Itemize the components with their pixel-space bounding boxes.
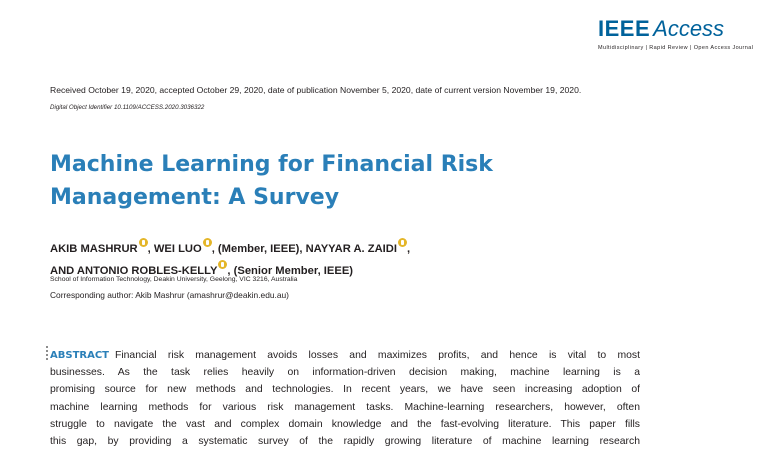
- abstract-line: [50, 347, 640, 364]
- abstract-line-text: Financial risk management avoids losses and maximizes profits, and hence is vital to most: [114, 350, 640, 361]
- journal-logo: [598, 16, 754, 51]
- publication-dates: Received October 19, 2020, accepted October 29, 2020, date of publication November 5, 2020, date of current version November 19, 2020.: [50, 85, 582, 95]
- doi-line: Digital Object Identifier 10.1109/ACCESS.2020.3036322: [50, 104, 205, 111]
- orcid-icon[interactable]: [398, 238, 407, 247]
- corresponding-author: Corresponding author: Akib Mashrur (amashrur@deakin.edu.au): [50, 290, 289, 300]
- orcid-icon[interactable]: [139, 238, 148, 247]
- abstract-heading: ABSTRACT: [50, 350, 109, 361]
- logo-access-text: Access: [653, 16, 725, 41]
- abstract-line: businesses. As the task relies heavily on information-driven decision making, machine learning is a: [50, 367, 640, 379]
- orcid-icon[interactable]: [203, 238, 212, 247]
- author-name: AND ANTONIO ROBLES-KELLY: [50, 265, 218, 277]
- journal-logo-wordmark: [598, 18, 728, 40]
- abstract: [50, 347, 640, 450]
- author-name: , (Member, IEEE), NAYYAR A. ZAIDI: [211, 243, 397, 255]
- abstract-line: struggle to navigate the vast and complex domain knowledge and the fast-evolving literature. This paper fills: [50, 418, 640, 430]
- author-name: AKIB MASHRUR: [50, 243, 138, 255]
- abstract-line: machine learning methods for various risk management tasks. Machine-learning researchers, however, often: [50, 401, 640, 413]
- paper-title: [50, 148, 510, 214]
- logo-tagline: Multidisciplinary | Rapid Review | Open Access Journal: [598, 45, 754, 51]
- author-name: , (Senior Member, IEEE): [227, 265, 354, 277]
- abstract-line: promising source for new methods and technologies. In recent years, we have seen increasing adoption of: [50, 384, 640, 396]
- author-separator: ,: [406, 243, 411, 255]
- abstract-line: this gap, by providing a systematic survey of the rapidly growing literature of machine learning research: [50, 436, 640, 448]
- paper-title-line-2: Management: A Survey: [50, 185, 340, 210]
- author-name: , WEI LUO: [147, 243, 202, 255]
- abstract-marker-icon: [46, 346, 49, 364]
- paper-title-line-1: Machine Learning for Financial Risk: [50, 152, 493, 177]
- logo-ieee-text: IEEE: [598, 16, 651, 41]
- author-affiliation: School of Information Technology, Deakin University, Geelong, VIC 3216, Australia: [50, 276, 298, 283]
- author-line-1: [50, 238, 410, 260]
